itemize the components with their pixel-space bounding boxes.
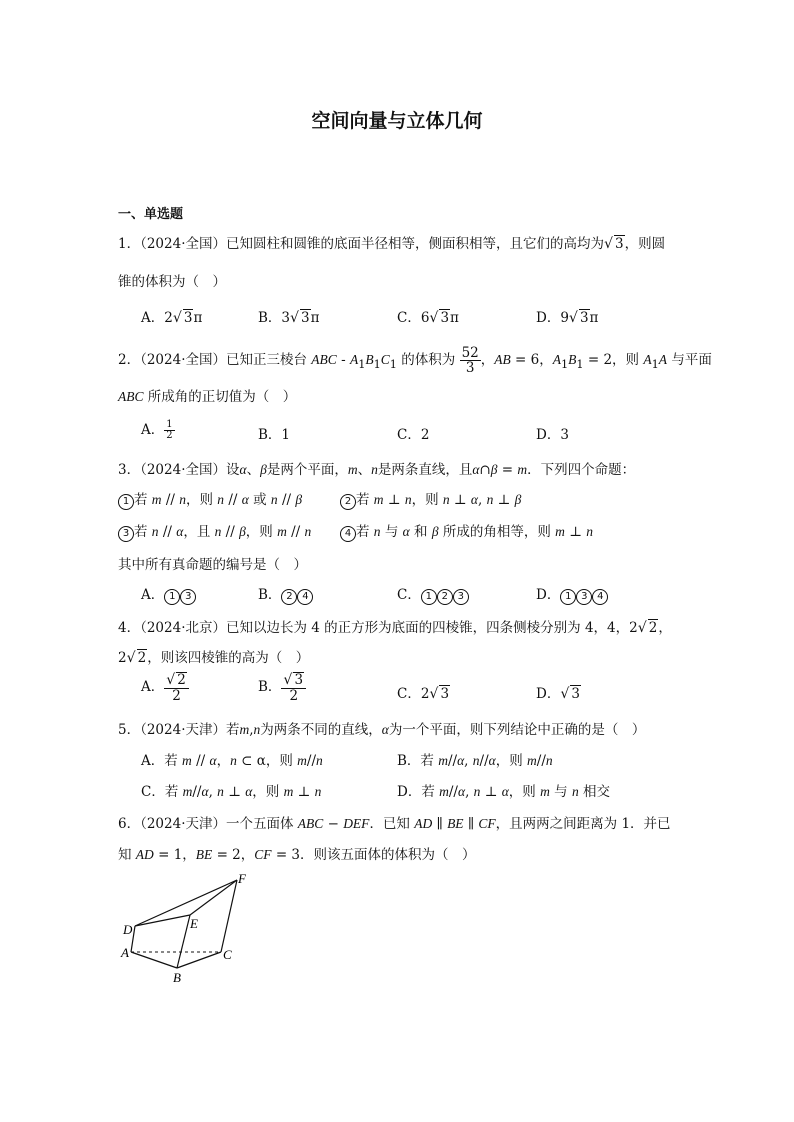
question-3-line-tail: 其中所有真命题的编号是（ ） — [118, 557, 307, 573]
question-2-line-2: ABC 所成角的正切值为（ ） — [118, 389, 297, 405]
question-4-option-b[interactable]: B． $\frac{√ 3}{2}$ — [258, 672, 306, 703]
question-3-line-1: 3．（2024·全国）设α、β是两个平面，m、n是两条直线，且α∩β = m．下列四个命题： — [118, 462, 636, 478]
question-1-option-d[interactable]: D．9√ 3π — [536, 310, 599, 326]
question-5-option-d[interactable]: D．若 m//α, n ⊥ α，则 m 与 n 相交 — [397, 784, 610, 800]
question-3-option-c[interactable]: C． 1 2 3 — [397, 583, 469, 605]
question-6-line-2: 知 AD = 1，BE = 2，CF = 3．则该五面体的体积为（ ） — [118, 847, 476, 863]
figure-label-f: F — [238, 871, 246, 886]
question-4-option-c[interactable]: C．2√ 3 — [397, 686, 450, 702]
question-4-line-2: 2√ 2，则该四棱锥的高为（ ） — [118, 650, 310, 666]
question-2-option-b[interactable]: B．1 — [258, 427, 291, 443]
question-1-option-c[interactable]: C．6√ 3π — [397, 310, 459, 326]
proposition-2: 2 若 m ⊥ n，则 n ⊥ α, n ⊥ β — [340, 488, 521, 510]
question-1-line-2: 锥的体积为（ ） — [118, 274, 226, 290]
proposition-3: 3 若 n // α，且 n // β，则 m // n — [118, 520, 311, 542]
page-title: 空间向量与立体几何 — [311, 110, 483, 132]
figure-label-a: A — [121, 945, 129, 960]
figure-label-e: E — [190, 916, 198, 931]
question-2-option-c[interactable]: C．2 — [397, 427, 430, 443]
proposition-1: 1 若 m // n，则 n // α 或 n // β — [118, 488, 302, 510]
question-5-option-b[interactable]: B．若 m//α, n//α，则 m//n — [397, 753, 553, 769]
pentahedron-figure — [110, 868, 270, 988]
question-3-option-b[interactable]: B． 2 4 — [258, 583, 313, 605]
question-3-option-a[interactable]: A． 1 3 — [141, 583, 196, 605]
question-4-option-d[interactable]: D．√ 3 — [536, 686, 580, 702]
proposition-4: 4 若 n 与 α 和 β 所成的角相等，则 m ⊥ n — [340, 520, 593, 542]
question-5-option-a[interactable]: A．若 m // α，n ⊂ α，则 m//n — [141, 753, 323, 769]
question-6-line-1: 6．（2024·天津）一个五面体 ABC − DEF．已知 AD ∥ BE ∥ CF，且两两之间距离为 1．并已 — [118, 816, 671, 832]
question-1-option-a[interactable]: A．2√ 3π — [141, 310, 203, 326]
question-5-option-c[interactable]: C．若 m//α, n ⊥ α，则 m ⊥ n — [141, 784, 322, 800]
section-heading: 一、单选题 — [118, 207, 184, 222]
question-4-option-a[interactable]: A． $\frac{√ 2}{2}$ — [141, 672, 189, 703]
question-2-line-1: 2．（2024·全国）已知正三棱台 ABC - $A_1B_1C_1$ 的体积为 $\frac{52}{3}$ ，AB = 6，$A_1B_1 = 2$，则 $A_1A$ 与平面 — [118, 345, 712, 377]
question-4-line-1: 4．（2024·北京）已知以边长为 4 的正方形为底面的四棱锥，四条侧棱分别为 4，4，2√ 2， — [118, 620, 672, 636]
figure-label-c: C — [223, 947, 232, 962]
question-2-option-a[interactable]: A． $\frac{1}{2}$ — [141, 418, 173, 441]
question-3-option-d[interactable]: D． 1 3 4 — [536, 583, 608, 605]
question-1-line-1: 1．（2024·全国）已知圆柱和圆锥的底面半径相等，侧面积相等，且它们的高均为√ 3，则圆 — [118, 236, 666, 252]
figure-label-b: B — [173, 970, 181, 985]
question-2-option-d[interactable]: D．3 — [536, 427, 569, 443]
question-1-option-b[interactable]: B．3√ 3π — [258, 310, 320, 326]
question-5-line-1: 5．（2024·天津）若m,n为两条不同的直线，α为一个平面，则下列结论中正确的是（ ） — [118, 722, 646, 738]
figure-label-d: D — [123, 922, 133, 937]
